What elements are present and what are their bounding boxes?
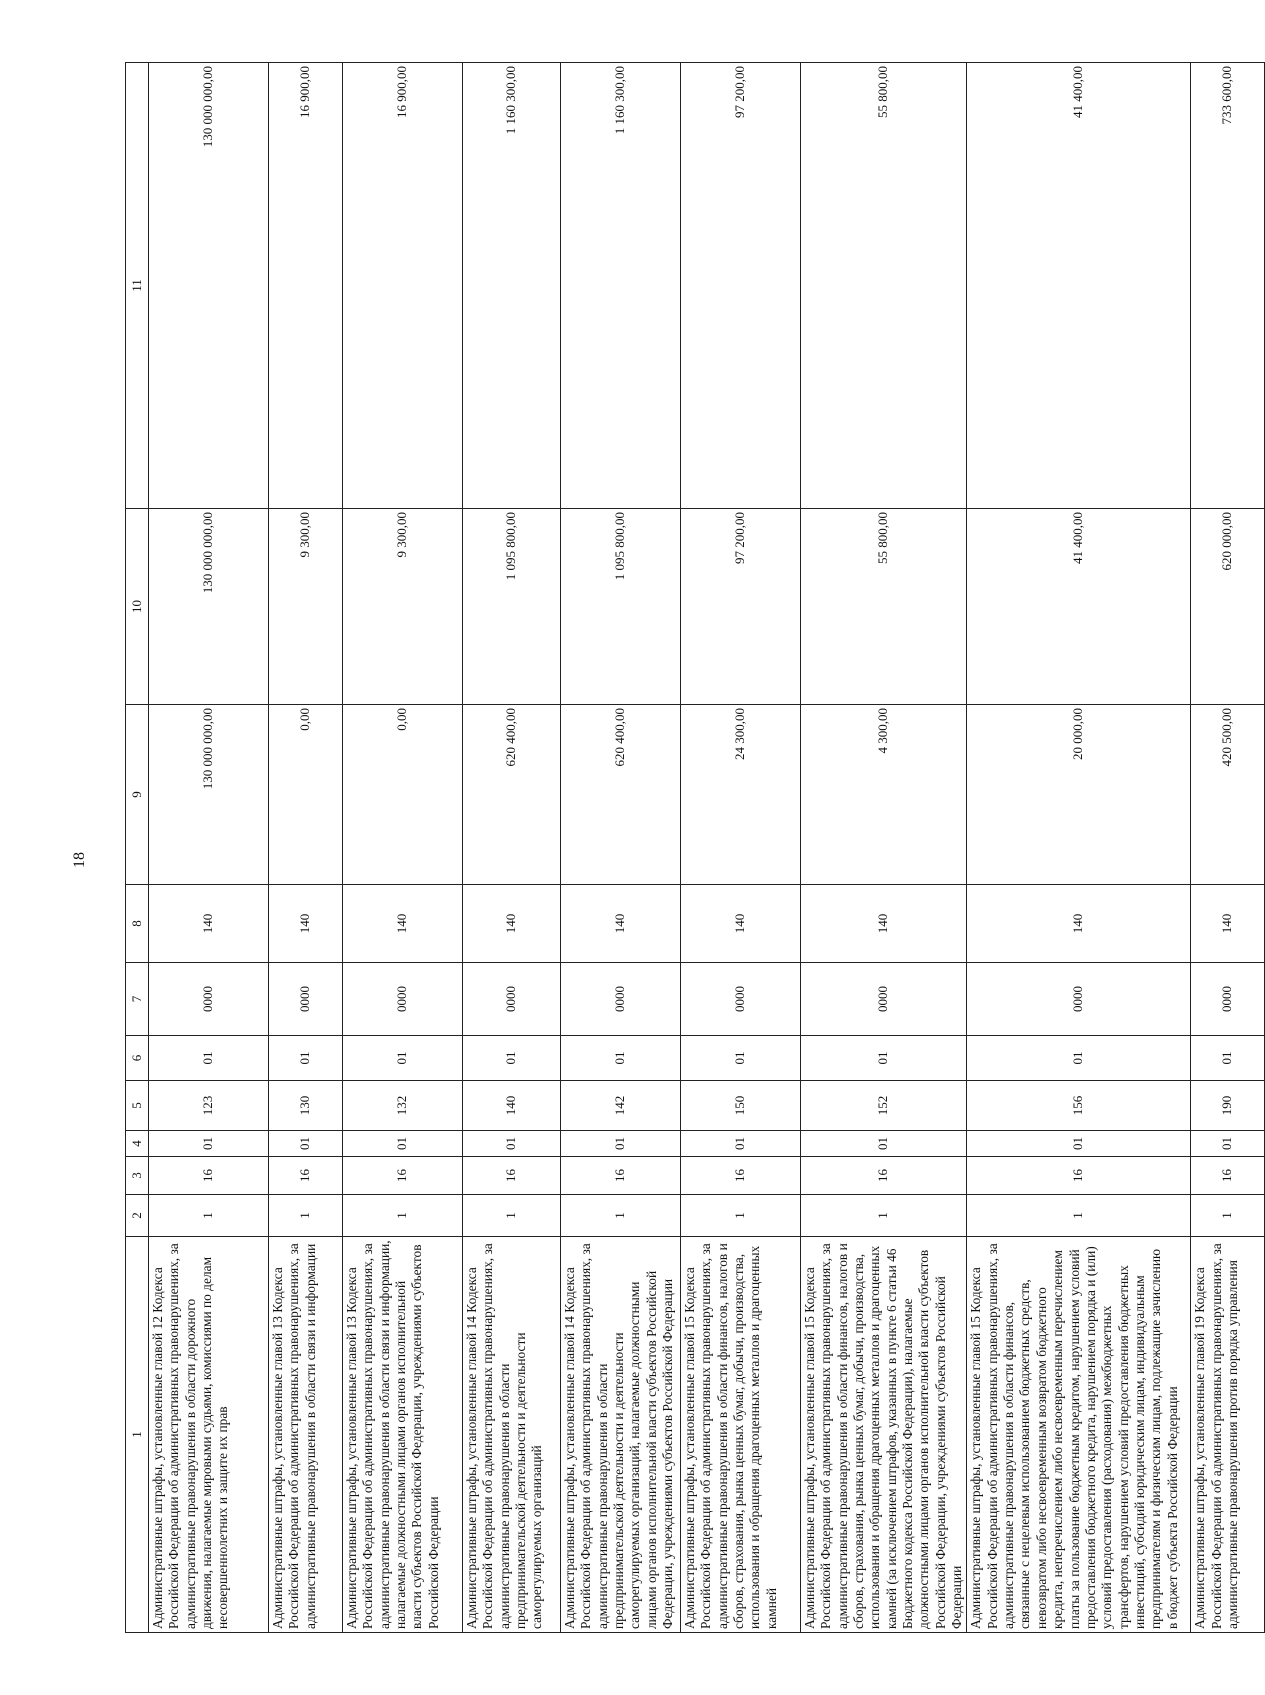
row-code-3: 16: [269, 1157, 343, 1195]
row-code-2: 1: [269, 1195, 343, 1237]
row-code-8: 140: [801, 885, 967, 963]
page-number: 18: [71, 852, 88, 868]
row-code-5: 152: [801, 1081, 967, 1131]
row-code-3: 16: [463, 1157, 561, 1195]
row-code-3: 16: [681, 1157, 801, 1195]
table-row: [801, 63, 967, 1633]
row-code-6: 01: [343, 1036, 463, 1081]
row-code-7: 0000: [149, 963, 269, 1036]
row-code-5: 190: [1191, 1081, 1265, 1131]
row-code-6: 01: [681, 1036, 801, 1081]
row-code-2: 1: [561, 1195, 681, 1237]
row-value-11: 55 800,00: [801, 63, 967, 509]
row-value-11: 41 400,00: [967, 63, 1191, 509]
row-code-4: 01: [681, 1131, 801, 1157]
row-code-7: 0000: [463, 963, 561, 1036]
row-name: Административные штрафы, установленные главой 13 Кодекса Российской Федерации об административных правонарушениях, за административные правонарушения в области связи и информации, налагаемые должностными лицами органов исполнительной власти субъектов Российской Федерации, учреждениями субъектов Российской Федерации: [343, 1237, 463, 1633]
header-row: [126, 63, 149, 1633]
row-code-7: 0000: [343, 963, 463, 1036]
row-code-5: 140: [463, 1081, 561, 1131]
row-value-9: 0,00: [343, 705, 463, 885]
row-value-11: 16 900,00: [343, 63, 463, 509]
row-value-11: 97 200,00: [681, 63, 801, 509]
row-name: Административные штрафы, установленные главой 13 Кодекса Российской Федерации об административных правонарушениях, за административные правонарушения в области связи и информации: [269, 1237, 343, 1633]
row-code-7: 0000: [681, 963, 801, 1036]
table-row: [343, 63, 463, 1633]
row-code-7: 0000: [1191, 963, 1265, 1036]
row-code-5: 132: [343, 1081, 463, 1131]
row-name: Административные штрафы, установленные главой 14 Кодекса Российской Федерации об административных правонарушениях, за административные правонарушения в области предпринимательской деятельности и деятельности саморегулируемых организаций: [463, 1237, 561, 1633]
row-code-2: 1: [681, 1195, 801, 1237]
row-name: Административные штрафы, установленные главой 14 Кодекса Российской Федерации об административных правонарушениях, за административные правонарушения в области предпринимательской деятельности и деятельности саморегулируемых организаций, налагаемые должностными лицами органов исполнительной власти субъектов Российской Федерации, учреждениями субъектов Российской Федерации: [561, 1237, 681, 1633]
row-code-8: 140: [149, 885, 269, 963]
row-value-9: 4 300,00: [801, 705, 967, 885]
row-code-5: 150: [681, 1081, 801, 1131]
column-header: 3: [126, 1157, 149, 1195]
row-code-6: 01: [801, 1036, 967, 1081]
table-row: [269, 63, 343, 1633]
table-body: [149, 63, 1265, 1633]
row-code-8: 140: [269, 885, 343, 963]
row-name: Административные штрафы, установленные главой 19 Кодекса Российской Федерации об административных правонарушениях, за административные правонарушения против порядка управления: [1191, 1237, 1265, 1633]
rotated-table-container: [125, 63, 1241, 1633]
column-header: 2: [126, 1195, 149, 1237]
row-value-9: 24 300,00: [681, 705, 801, 885]
revenue-table: [125, 62, 1265, 1633]
row-value-10: 1 095 800,00: [463, 509, 561, 705]
row-name: Административные штрафы, установленные главой 15 Кодекса Российской Федерации об административных правонарушениях, за административные правонарушения в области финансов, связанные с нецелевым использованием бюджетных средств, невозвратом либо несвоевременным возвратом бюджетного кредита, неперечислением либо несвоевременным перечислением платы за пользование бюджетным кредитом, нарушением условий предоставления бюджетного кредита, нарушением порядка и (или) условий предоставления (расходования) межбюджетных трансфертов, нарушением условий предоставления бюджетных инвестиций, субсидий юридическим лицам, индивидуальным предпринимателям и физическим лицам, подлежащие зачислению в бюджет субъекта Российской Федерации: [967, 1237, 1191, 1633]
table-row: [463, 63, 561, 1633]
row-value-11: 1 160 300,00: [463, 63, 561, 509]
row-code-6: 01: [149, 1036, 269, 1081]
row-code-6: 01: [463, 1036, 561, 1081]
row-code-6: 01: [269, 1036, 343, 1081]
row-code-3: 16: [561, 1157, 681, 1195]
row-code-4: 01: [463, 1131, 561, 1157]
row-code-8: 140: [463, 885, 561, 963]
row-value-9: 420 500,00: [1191, 705, 1265, 885]
row-value-10: 41 400,00: [967, 509, 1191, 705]
row-code-7: 0000: [967, 963, 1191, 1036]
row-code-5: 123: [149, 1081, 269, 1131]
row-value-11: 130 000 000,00: [149, 63, 269, 509]
column-header: 6: [126, 1036, 149, 1081]
row-code-2: 1: [343, 1195, 463, 1237]
column-header: 7: [126, 963, 149, 1036]
row-name: Административные штрафы, установленные главой 12 Кодекса Российской Федерации об административных правонарушениях, за административные правонарушения в области дорожного движения, налагаемые мировыми судьями, комиссиями по делам несовершеннолетних и защите их прав: [149, 1237, 269, 1633]
row-code-4: 01: [967, 1131, 1191, 1157]
row-value-11: 733 600,00: [1191, 63, 1265, 509]
row-code-7: 0000: [801, 963, 967, 1036]
row-code-6: 01: [967, 1036, 1191, 1081]
column-header: 8: [126, 885, 149, 963]
row-code-8: 140: [1191, 885, 1265, 963]
row-code-7: 0000: [561, 963, 681, 1036]
row-code-8: 140: [967, 885, 1191, 963]
row-value-10: 55 800,00: [801, 509, 967, 705]
row-value-9: 20 000,00: [967, 705, 1191, 885]
row-code-3: 16: [149, 1157, 269, 1195]
row-value-10: 620 000,00: [1191, 509, 1265, 705]
row-code-7: 0000: [269, 963, 343, 1036]
row-code-5: 156: [967, 1081, 1191, 1131]
column-header: 11: [126, 63, 149, 509]
table-row: [149, 63, 269, 1633]
row-value-11: 16 900,00: [269, 63, 343, 509]
row-name: Административные штрафы, установленные главой 15 Кодекса Российской Федерации об административных правонарушениях, за административные правонарушения в области финансов, налогов и сборов, страхования, рынка ценных бумаг, добычи, производства, использования и обращения драгоценных металлов и драгоценных камней: [681, 1237, 801, 1633]
row-code-6: 01: [561, 1036, 681, 1081]
row-code-2: 1: [463, 1195, 561, 1237]
row-code-3: 16: [967, 1157, 1191, 1195]
row-code-5: 130: [269, 1081, 343, 1131]
table-row: [967, 63, 1191, 1633]
table-row: [561, 63, 681, 1633]
row-code-4: 01: [561, 1131, 681, 1157]
row-code-2: 1: [149, 1195, 269, 1237]
row-name: Административные штрафы, установленные главой 15 Кодекса Российской Федерации об административных правонарушениях, за административные правонарушения в области финансов, налогов и сборов, страхования, рынка ценных бумаг, добычи, производства, использования и обращения драгоценных металлов и драгоценных камней (за исключением штрафов, указанных в пункте 6 статьи 46 Бюджетного кодекса Российской Федерации), налагаемые должностными лицами органов исполнительной власти субъектов Российской Федерации, учреждениями субъектов Российской Федерации: [801, 1237, 967, 1633]
row-code-3: 16: [801, 1157, 967, 1195]
column-header: 5: [126, 1081, 149, 1131]
row-value-11: 1 160 300,00: [561, 63, 681, 509]
row-code-8: 140: [681, 885, 801, 963]
row-code-2: 1: [1191, 1195, 1265, 1237]
column-header: 10: [126, 509, 149, 705]
row-code-3: 16: [1191, 1157, 1265, 1195]
row-value-9: 620 400,00: [561, 705, 681, 885]
row-value-9: 130 000 000,00: [149, 705, 269, 885]
row-code-3: 16: [343, 1157, 463, 1195]
row-code-2: 1: [967, 1195, 1191, 1237]
row-code-4: 01: [1191, 1131, 1265, 1157]
row-code-8: 140: [343, 885, 463, 963]
row-value-10: 97 200,00: [681, 509, 801, 705]
column-header: 1: [126, 1237, 149, 1633]
row-code-4: 01: [343, 1131, 463, 1157]
row-code-8: 140: [561, 885, 681, 963]
row-code-2: 1: [801, 1195, 967, 1237]
row-value-10: 9 300,00: [269, 509, 343, 705]
column-header: 4: [126, 1131, 149, 1157]
row-value-10: 130 000 000,00: [149, 509, 269, 705]
row-value-10: 1 095 800,00: [561, 509, 681, 705]
row-code-4: 01: [149, 1131, 269, 1157]
row-value-9: 0,00: [269, 705, 343, 885]
row-value-9: 620 400,00: [463, 705, 561, 885]
row-code-4: 01: [269, 1131, 343, 1157]
row-value-10: 9 300,00: [343, 509, 463, 705]
row-code-5: 142: [561, 1081, 681, 1131]
row-code-4: 01: [801, 1131, 967, 1157]
table-row: [1191, 63, 1265, 1633]
column-header: 9: [126, 705, 149, 885]
row-code-6: 01: [1191, 1036, 1265, 1081]
table-row: [681, 63, 801, 1633]
